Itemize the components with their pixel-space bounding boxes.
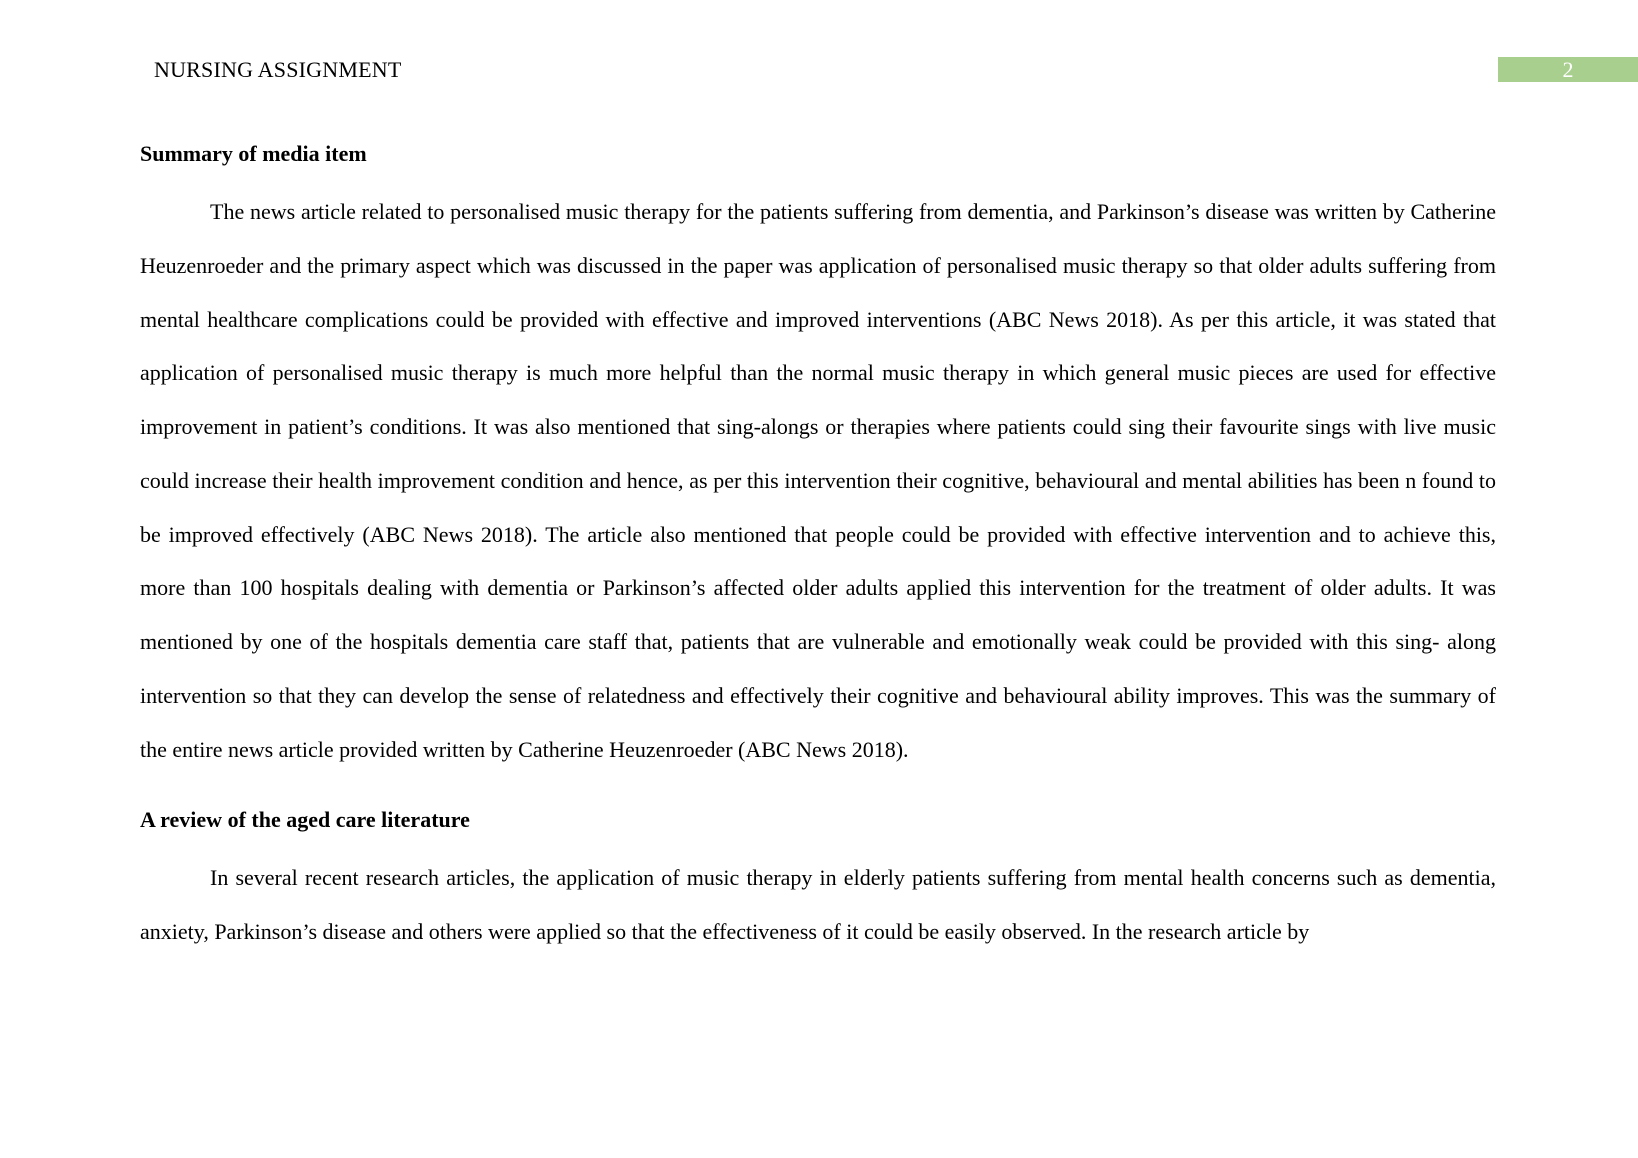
section-heading-literature-review: A review of the aged care literature <box>140 807 470 833</box>
page-number: 2 <box>1498 57 1638 82</box>
section-heading-summary: Summary of media item <box>140 141 367 166</box>
section-paragraph-literature-review: In several recent research articles, the application of music therapy in elderly patients suffering from mental health concerns such as dementia, anxiety, Parkinson’s disease and others were applied so that the effectiveness of it could be easily observed. In the research article by <box>140 865 1496 944</box>
running-head: NURSING ASSIGNMENT <box>154 57 402 82</box>
section-paragraph-summary: The news article related to personalised music therapy for the patients suffering from dementia, and Parkinson’s disease was written by Catherine Heuzenroeder and the primary aspect which was discussed in the paper was application of personalised music therapy so that older adults suffering from mental healthcare complications could be provided with effective and improved interventions (ABC News 2018). As per this article, it was stated that application of personalised music therapy is much more helpful than the normal music therapy in which general music pieces are used for effective improvement in patient’s conditions. It was also mentioned that sing-alongs or therapies where patients could sing their favourite sings with live music could increase their health improvement condition and hence, as per this intervention their cognitive, behavioural and mental abilities has been n found to be improved effectively (ABC News 2018). The article also mentioned that people could be provided with effective intervention and to achieve this, more than 100 hospitals dealing with dementia or Parkinson’s affected older adults applied this intervention for the treatment of older adults. It was mentioned by one of the hospitals dementia care staff that, patients that are vulnerable and emotionally weak could be provided with this sing- along intervention so that they can develop the sense of relatedness and effectively their cognitive and behavioural ability improves. This was the summary of the entire news article provided written by Catherine Heuzenroeder (ABC News 2018). <box>140 199 1496 762</box>
document-body <box>140 135 1496 959</box>
